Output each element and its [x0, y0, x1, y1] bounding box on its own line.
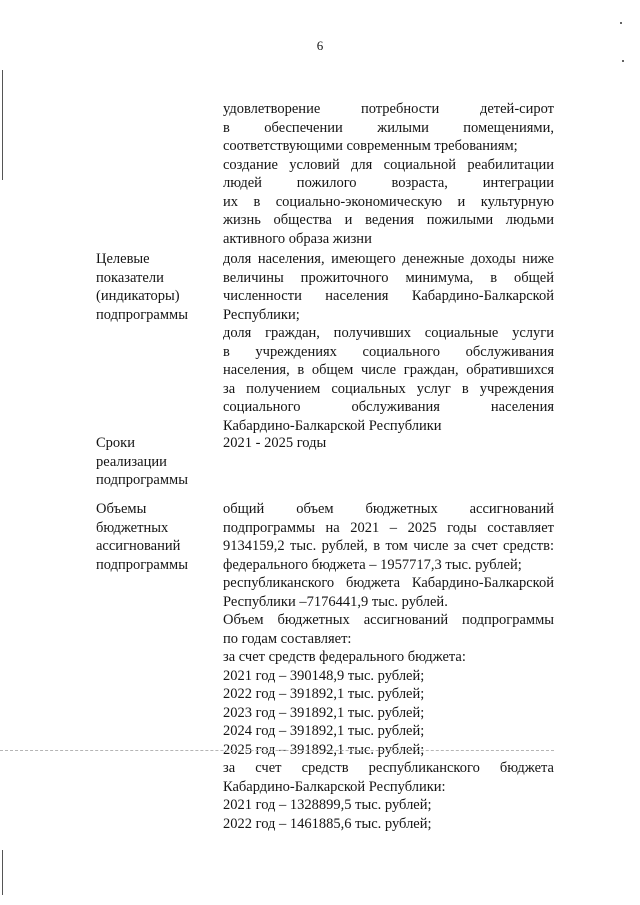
text-line: величины прожиточного минимума, в общей: [223, 269, 554, 286]
text-line: людей пожилого возраста, интеграции: [223, 175, 554, 191]
text-line: социального обслуживания населения: [223, 399, 554, 415]
text-line: федерального бюджета – 1957717,3 тыс. рублей;: [223, 556, 522, 573]
text-line: 9134159,2 тыс. рублей, в том числе за счет средств:: [223, 538, 554, 554]
text-line: доля населения, имеющего денежные доходы ниже: [223, 251, 554, 267]
section-label: [96, 500, 214, 574]
label-line: показатели: [96, 269, 164, 286]
text-line: 2024 год – 391892,1 тыс. рублей;: [223, 723, 425, 739]
text-line: в обеспечении жилыми помещениями,: [223, 119, 554, 136]
text-line: 2021 год – 390148,9 тыс. рублей;: [223, 667, 425, 684]
scan-speck: [622, 60, 624, 62]
label-line: подпрограммы: [96, 472, 188, 488]
scan-speck: [620, 22, 622, 24]
label-line: бюджетных: [96, 519, 169, 536]
section-label: [96, 434, 214, 490]
text-line: Кабардино-Балкарской Республики: [223, 417, 442, 434]
label-line: подпрограммы: [96, 556, 188, 573]
text-line: за счет средств республиканского бюджета: [223, 760, 554, 776]
text-line: населения, в общем числе граждан, обратившихся: [223, 362, 554, 378]
text-line: за счет средств федерального бюджета:: [223, 649, 466, 665]
section-label: [96, 250, 214, 324]
text-line: 2022 год – 391892,1 тыс. рублей;: [223, 686, 425, 702]
label-line: Сроки: [96, 435, 135, 451]
label-line: Целевые: [96, 251, 150, 267]
label-line: ассигнований: [96, 538, 181, 554]
text-line: доля граждан, получивших социальные услуги: [223, 325, 554, 341]
text-line: общий объем бюджетных ассигнований: [223, 501, 554, 517]
text-line: удовлетворение потребности детей-сирот: [223, 101, 554, 117]
text-line: республиканского бюджета Кабардино-Балкарской: [223, 575, 554, 591]
text-line: жизнь общества и ведения пожилыми людьми: [223, 212, 554, 228]
text-line: Республики;: [223, 306, 300, 323]
section-text: [223, 434, 554, 453]
text-line: по годам составляет:: [223, 630, 352, 647]
text-line: Республики –7176441,9 тыс. рублей.: [223, 593, 448, 610]
text-line: Кабардино-Балкарской Республики:: [223, 778, 446, 795]
scan-dashed-line: [0, 750, 554, 751]
text-line: за получением социальных услуг в учреждения: [223, 380, 554, 397]
section-text: [223, 100, 554, 248]
section-text: [223, 500, 554, 833]
scan-edge-mark: [2, 70, 3, 180]
text-line: 2021 год – 1328899,5 тыс. рублей;: [223, 797, 432, 813]
section-text: [223, 250, 554, 435]
text-line: подпрограммы на 2021 – 2025 годы составляет: [223, 519, 554, 536]
text-line: их в социально-экономическую и культурную: [223, 193, 554, 210]
text-line: 2021 - 2025 годы: [223, 435, 327, 451]
text-line: создание условий для социальной реабилитации: [223, 156, 554, 173]
text-line: активного образа жизни: [223, 230, 372, 247]
page-number: 6: [316, 38, 324, 53]
label-line: реализации: [96, 453, 167, 470]
text-line: 2025 год – 391892,1 тыс. рублей;: [223, 741, 425, 758]
label-line: (индикаторы): [96, 288, 180, 304]
text-line: Объем бюджетных ассигнований подпрограммы: [223, 612, 554, 628]
text-line: 2023 год – 391892,1 тыс. рублей;: [223, 704, 425, 721]
label-line: подпрограммы: [96, 306, 188, 323]
text-line: в учреждениях социального обслуживания: [223, 343, 554, 360]
scan-edge-mark: [2, 850, 3, 895]
text-line: численности населения Кабардино-Балкарской: [223, 288, 554, 304]
text-line: 2022 год – 1461885,6 тыс. рублей;: [223, 815, 432, 832]
text-line: соответствующими современным требованиям;: [223, 138, 518, 154]
label-line: Объемы: [96, 501, 147, 517]
